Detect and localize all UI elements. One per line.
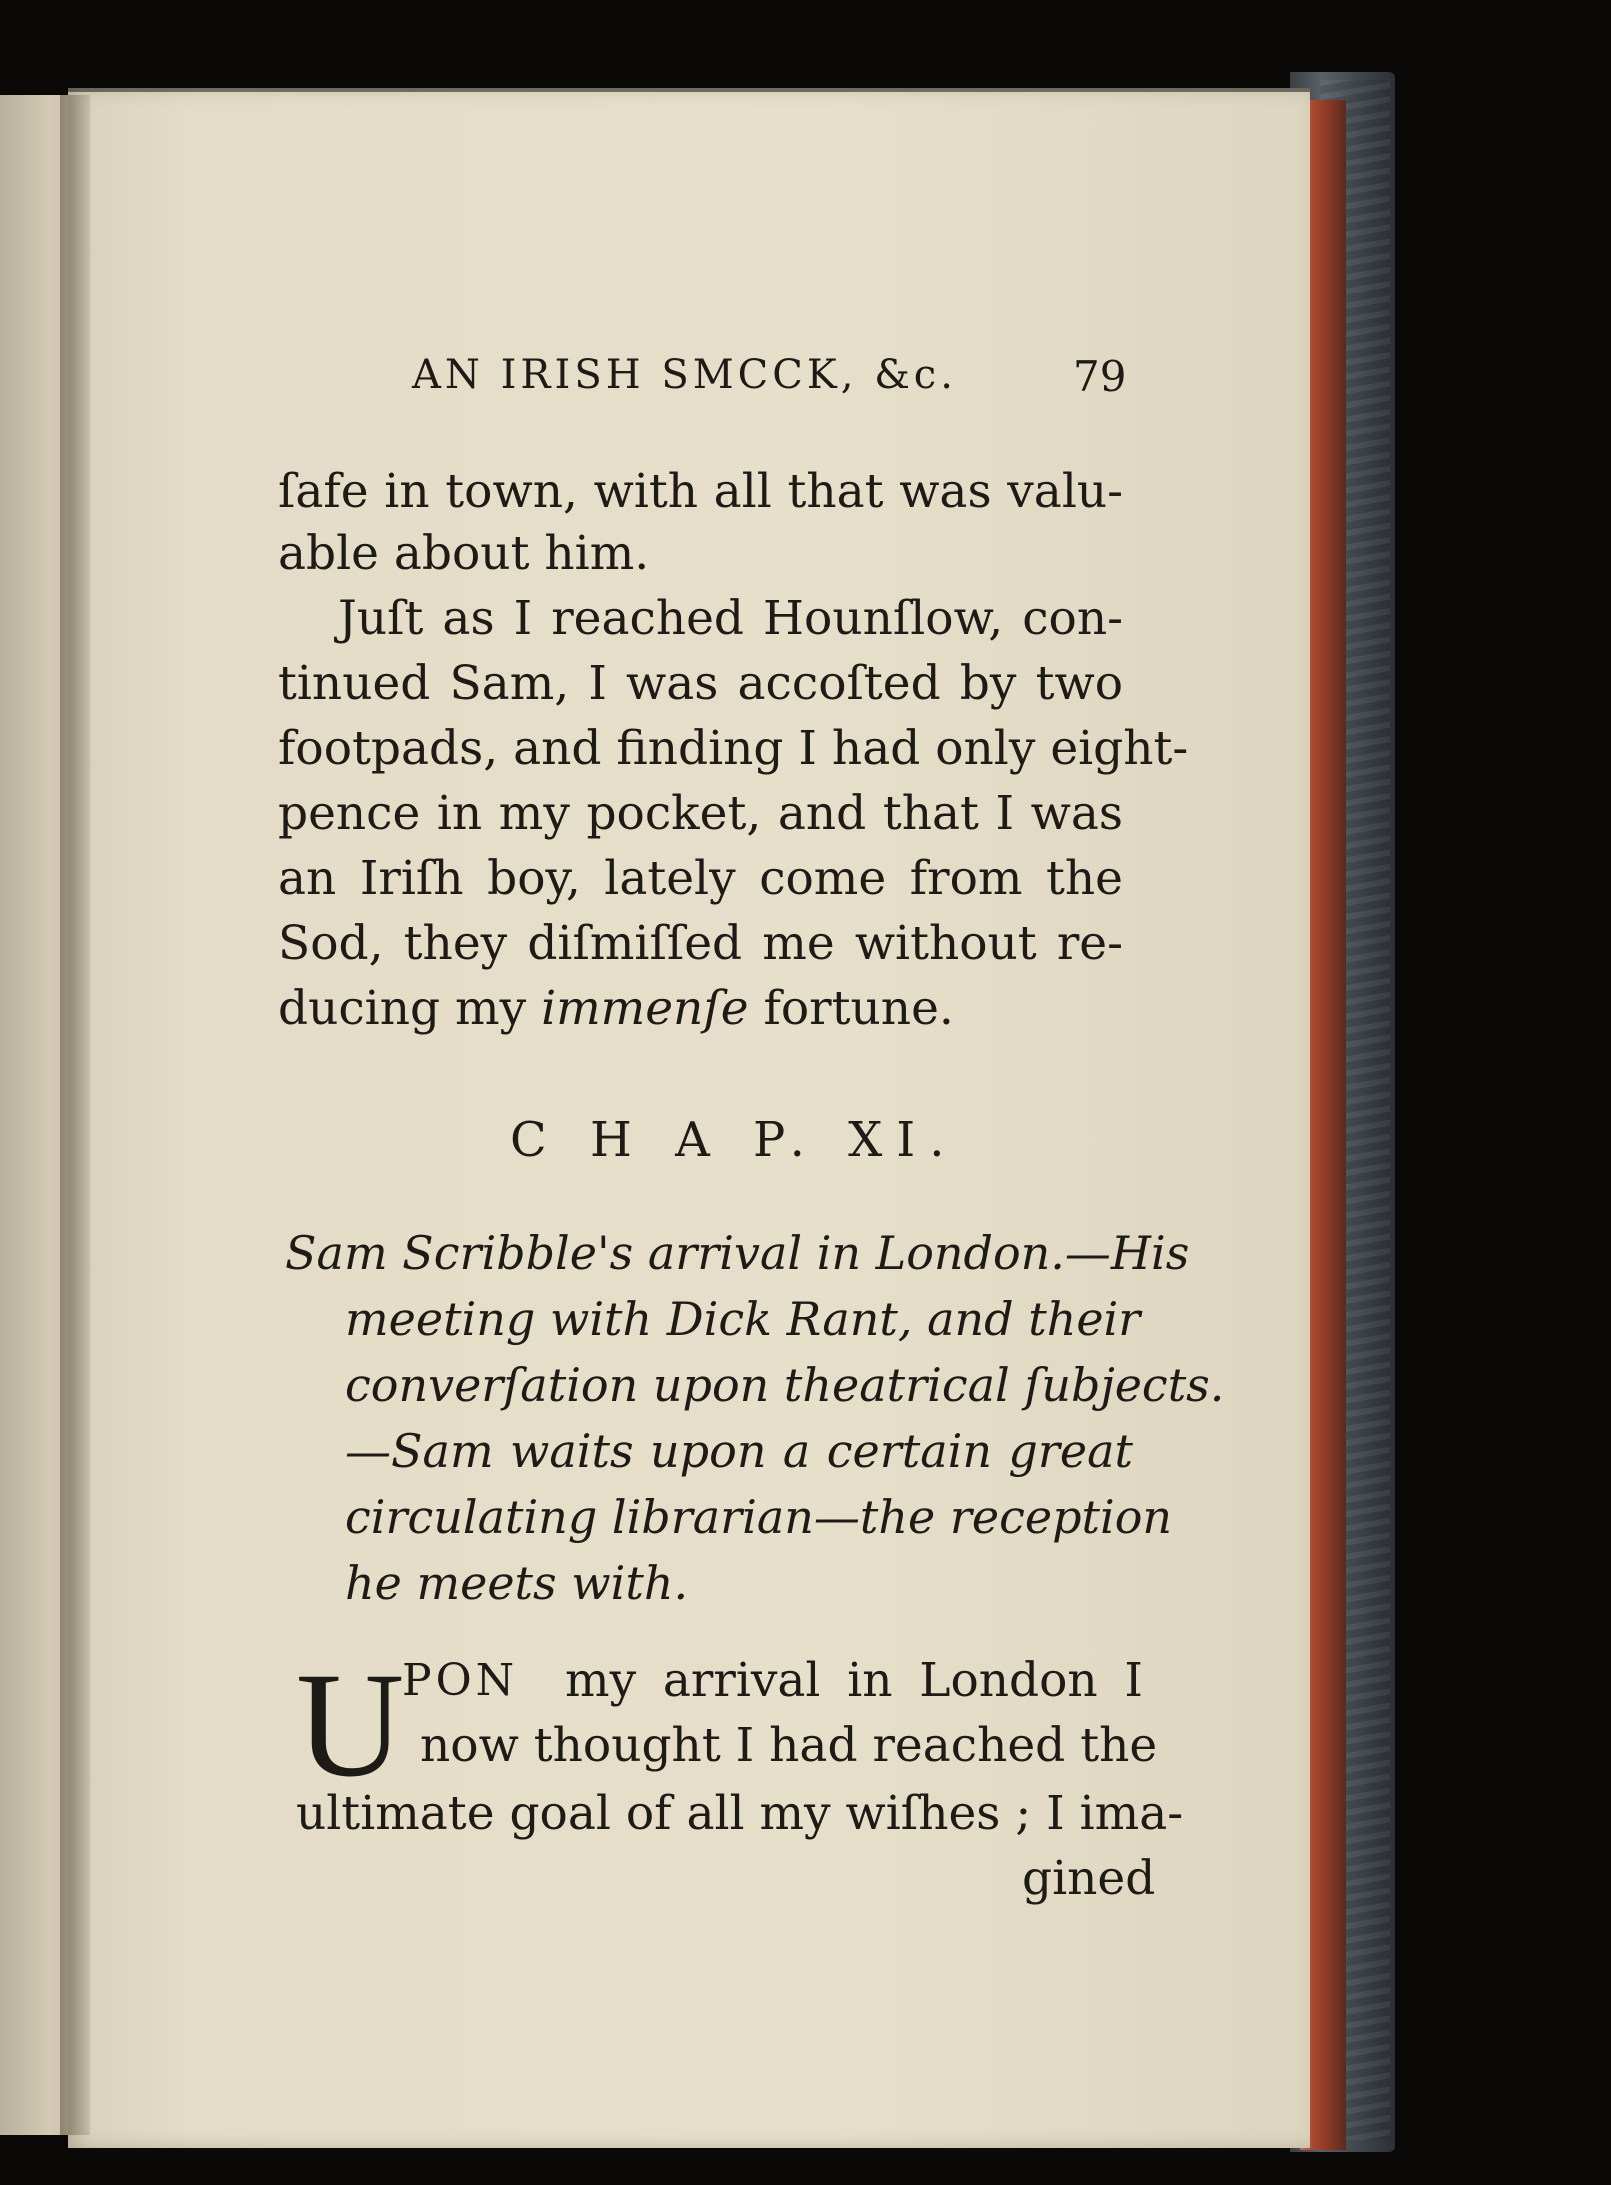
chapter-summary-line: Sam Scribble's arrival in London.—His	[285, 1226, 1190, 1280]
text-line: ſafe in town, with all that was valu-	[278, 464, 1123, 519]
text-line: able about him.	[278, 526, 650, 581]
text-line: now thought I had reached the	[420, 1718, 1158, 1773]
chapter-summary-line: he meets with.	[345, 1556, 689, 1610]
chapter-summary-line: —Sam waits upon a certain great	[345, 1424, 1133, 1478]
catchword: gined	[1022, 1851, 1156, 1906]
running-head: AN IRISH SMCCK, &c.	[412, 352, 957, 398]
drop-cap: U	[296, 1642, 405, 1808]
text-line: pence in my pocket, and that I was	[278, 786, 1123, 841]
chapter-title: C H A P. XI.	[510, 1112, 959, 1168]
chapter-summary-line: converſation upon theatrical ſubjects.	[345, 1358, 1225, 1412]
text-line: an Iriſh boy, lately come from the	[278, 851, 1123, 906]
italic-word: immenſe	[541, 981, 749, 1036]
text-segment: fortune.	[748, 981, 954, 1036]
text-line: footpads, and finding I had only eight-	[278, 721, 1189, 776]
text-line: Sod, they diſmiſſed me without re-	[278, 916, 1123, 971]
text-line: my arrival in London I	[565, 1653, 1143, 1708]
text-line: tinued Sam, I was accoſted by two	[278, 656, 1123, 711]
chapter-summary-line: circulating librarian—the reception	[345, 1490, 1173, 1544]
page-top-edge	[68, 88, 1310, 92]
page-gutter-shadow	[60, 95, 90, 2135]
text-line: ultimate goal of all my wiſhes ; I ima-	[296, 1786, 1184, 1841]
opening-word: PON	[402, 1655, 519, 1706]
text-line	[278, 980, 954, 1038]
page-number: 79	[1073, 352, 1127, 401]
text-segment: ducing my	[278, 981, 542, 1036]
text-line: Juſt as I reached Hounſlow, con-	[338, 591, 1123, 646]
chapter-summary-line: meeting with Dick Rant, and their	[345, 1292, 1141, 1346]
